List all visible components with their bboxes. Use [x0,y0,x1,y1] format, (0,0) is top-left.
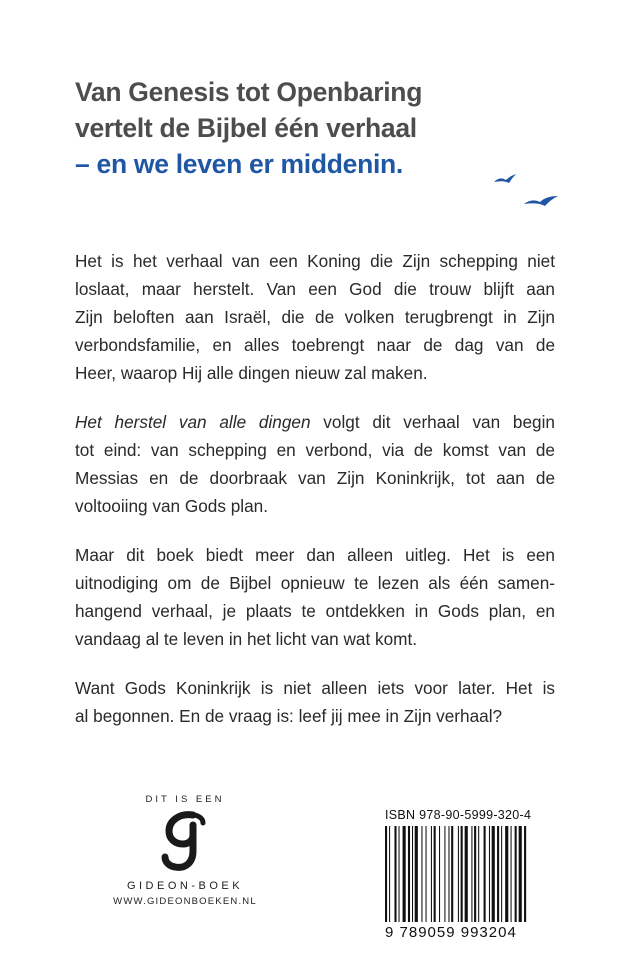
barcode-bar [461,826,463,922]
barcode-bar [458,826,459,922]
barcode-bar [474,826,476,922]
isbn-label: ISBN 978-90-5999-320-4 [385,808,532,822]
barcode-bar [489,826,490,922]
text-line: Messias en de doorbraak van Zijn Koninkrijk, tot aan de [75,468,555,488]
barcode-bar [394,826,396,922]
paragraph-3 [75,541,555,653]
text-line: al begonnen. En de vraag is: leef jij mee in Zijn verhaal? [75,706,503,726]
barcode-bar [421,826,422,922]
barcode-bar [501,826,502,922]
paragraph-1 [75,247,555,387]
barcode-bar [524,826,526,922]
barcode-bar [439,826,440,922]
text-line: Zijn beloften aan Israël, die de volken terugbrengt in Zijn [75,307,555,327]
barcode-bar [403,826,406,922]
logo-brand: GIDEON-BOEK [126,880,244,892]
back-cover-text [75,247,555,751]
barcode-bar [451,826,453,922]
barcode-bar [519,826,522,922]
text-line [75,408,555,436]
barcode-bar [511,826,512,922]
barcode-bar [497,826,499,922]
paragraph-2 [75,408,555,520]
text-line: voltooiing van Gods plan. [75,496,269,516]
gideon-g-logo-icon [159,811,211,873]
barcode-bar [471,826,472,922]
barcode-bar [478,826,479,922]
barcode-bar [385,826,387,922]
barcode-bar [434,826,436,922]
text-line: Heer, waarop Hij alle dingen nieuw zal maken. [75,363,428,383]
barcode-bar [484,826,486,922]
headline-line-3: – en we leven er middenin. [75,149,403,179]
barcode-bar [408,826,410,922]
barcode-bar [431,826,432,922]
text-fragment: volgt dit verhaal van begin [310,412,555,432]
headline-line-1: Van Genesis tot Openbaring [75,77,423,107]
barcode-bar [492,826,495,922]
barcode-digits: 9 789059 993204 [385,924,517,941]
book-title: Het herstel van alle dingen [75,412,311,432]
barcode-bar [412,826,413,922]
text-line: Maar dit boek biedt meer dan alleen uitleg. Het is een [75,545,555,565]
text-line: tot eind: van schepping en verbond, via de komst van de [75,440,555,460]
barcode-bar [505,826,508,922]
barcode-bar [415,826,418,922]
barcode-bar [465,826,468,922]
barcode-bar [515,826,517,922]
barcode-bar [399,826,400,922]
barcode-icon [385,826,560,922]
isbn-barcode [385,808,560,941]
paragraph-4 [75,674,555,730]
barcode-bar [448,826,449,922]
publisher-url: WWW.GIDEONBOEKEN.NL [113,896,257,907]
headline-line-2: vertelt de Bijbel één verhaal [75,113,417,143]
barcode-bar [444,826,445,922]
publisher-logo [110,794,260,907]
flying-birds-icon [490,168,570,218]
barcode-bar [389,826,390,922]
headline [75,74,575,182]
text-line: uitnodiging om de Bijbel opnieuw te lezen als één samen- [75,573,555,593]
barcode-bar [426,826,427,922]
text-line: Het is het verhaal van een Koning die Zijn schepping niet [75,251,555,271]
text-line: verbondsfamilie, en alles toebrengt naar de dag van de [75,335,555,355]
logo-tagline: DIT IS EEN [145,794,225,805]
text-line: loslaat, maar herstelt. Van een God die trouw blijft aan [75,279,555,299]
text-line: vandaag al te leven in het licht van wat komt. [75,629,418,649]
text-line: hangend verhaal, je plaats te ontdekken in Gods plan, en [75,601,555,621]
text-line: Want Gods Koninkrijk is niet alleen iets voor later. Het is [75,678,555,698]
